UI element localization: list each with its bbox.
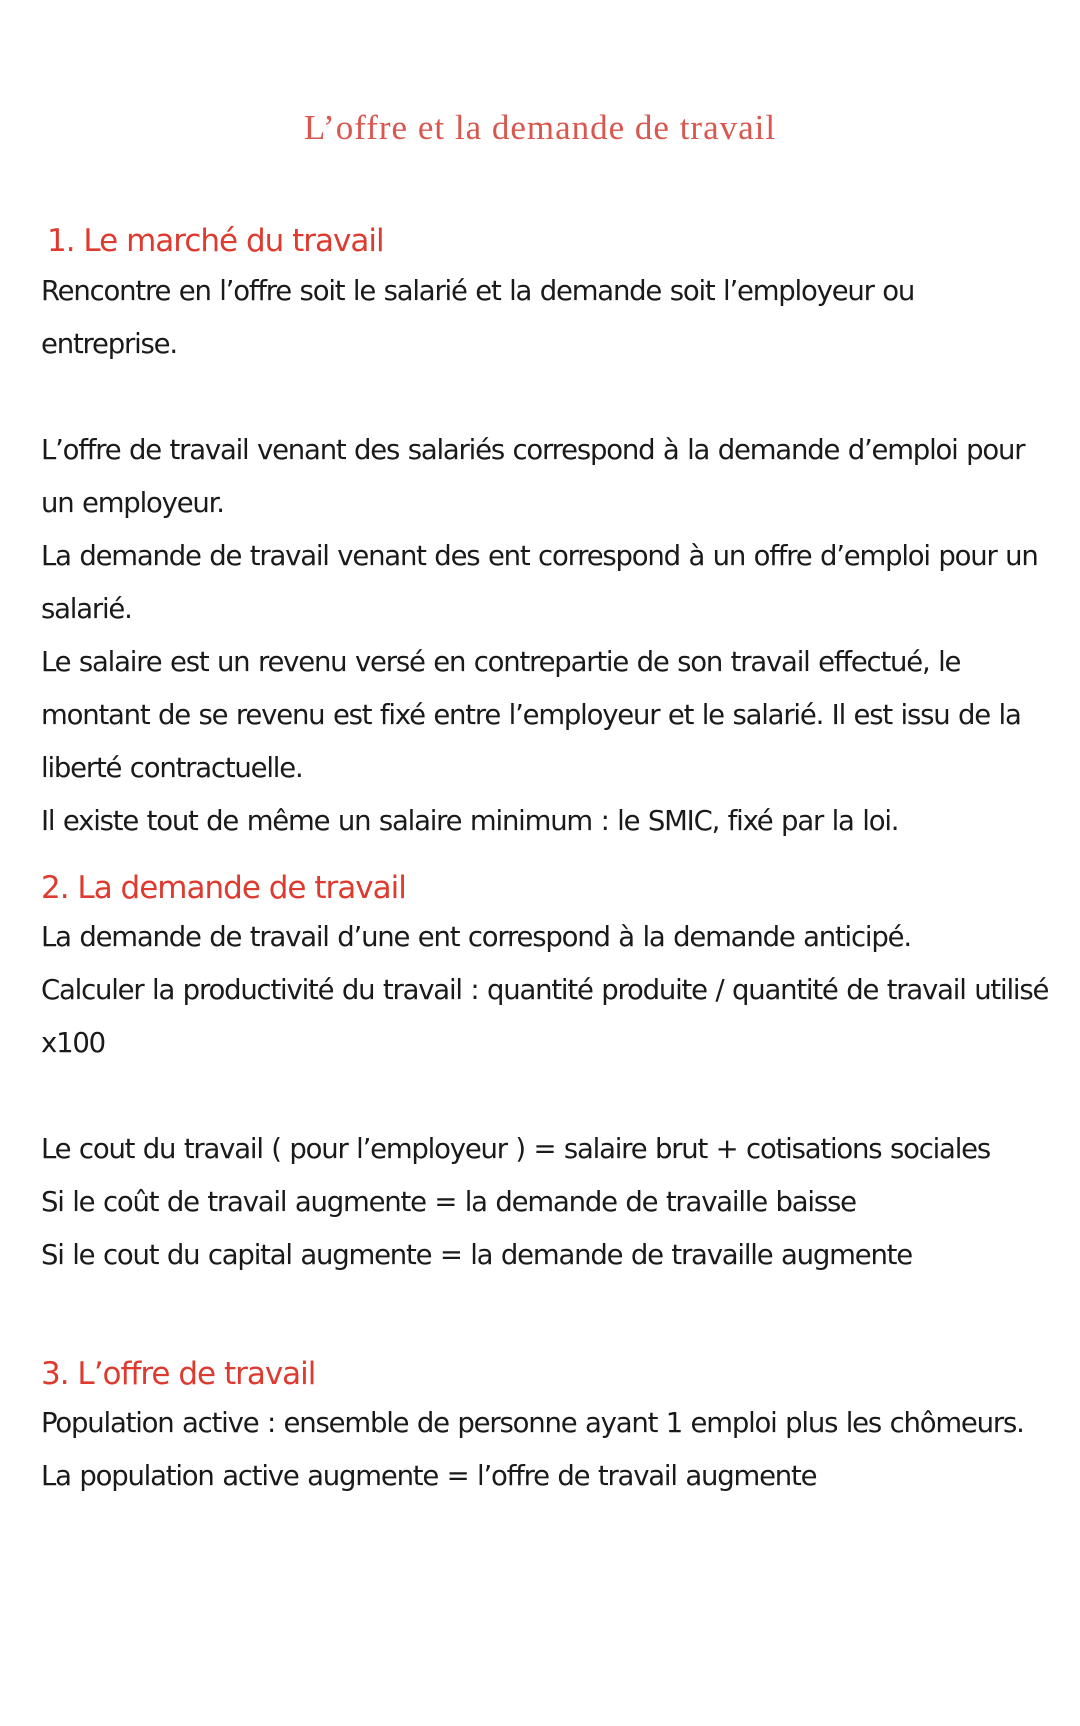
paragraph: Si le cout du capital augmente = la demande de travaille augmente xyxy=(41,1239,912,1271)
paragraph: L’offre de travail venant des salariés correspond à la demande d’emploi pour un employeur. xyxy=(41,434,1025,519)
paragraph: La population active augmente = l’offre de travail augmente xyxy=(41,1460,817,1492)
section-heading: 1. Le marché du travail xyxy=(47,223,384,259)
section-heading: 3. L’offre de travail xyxy=(41,1356,316,1392)
paragraph: Si le coût de travail augmente = la demande de travaille baisse xyxy=(41,1186,856,1218)
section-marche-du-travail xyxy=(41,220,1051,848)
section-heading: 2. La demande de travail xyxy=(41,870,406,906)
paragraph: Le salaire est un revenu versé en contrepartie de son travail effectué, le montant de se revenu est fixé entre l’employeur et le salarié. Il est issu de la liberté contractuelle. xyxy=(41,646,1021,784)
paragraph: Le cout du travail ( pour l’employeur ) = salaire brut + cotisations sociales xyxy=(41,1133,990,1165)
paragraph: Population active : ensemble de personne ayant 1 emploi plus les chômeurs. xyxy=(41,1407,1024,1439)
paragraph: Calculer la productivité du travail : quantité produite / quantité de travail utilisé x100 xyxy=(41,974,1049,1059)
paragraph: Il existe tout de même un salaire minimum : le SMIC, fixé par la loi. xyxy=(41,805,899,837)
section-offre-de-travail xyxy=(41,1353,1051,1503)
paragraph: La demande de travail d’une ent correspond à la demande anticipé. xyxy=(41,921,911,953)
paragraph: Rencontre en l’offre soit le salarié et la demande soit l’employeur ou entreprise. xyxy=(41,275,915,360)
paragraph: La demande de travail venant des ent correspond à un offre d’emploi pour un salarié. xyxy=(41,540,1038,625)
section-demande-de-travail xyxy=(41,867,1051,1282)
document-title: L’offre et la demande de travail xyxy=(303,108,777,147)
